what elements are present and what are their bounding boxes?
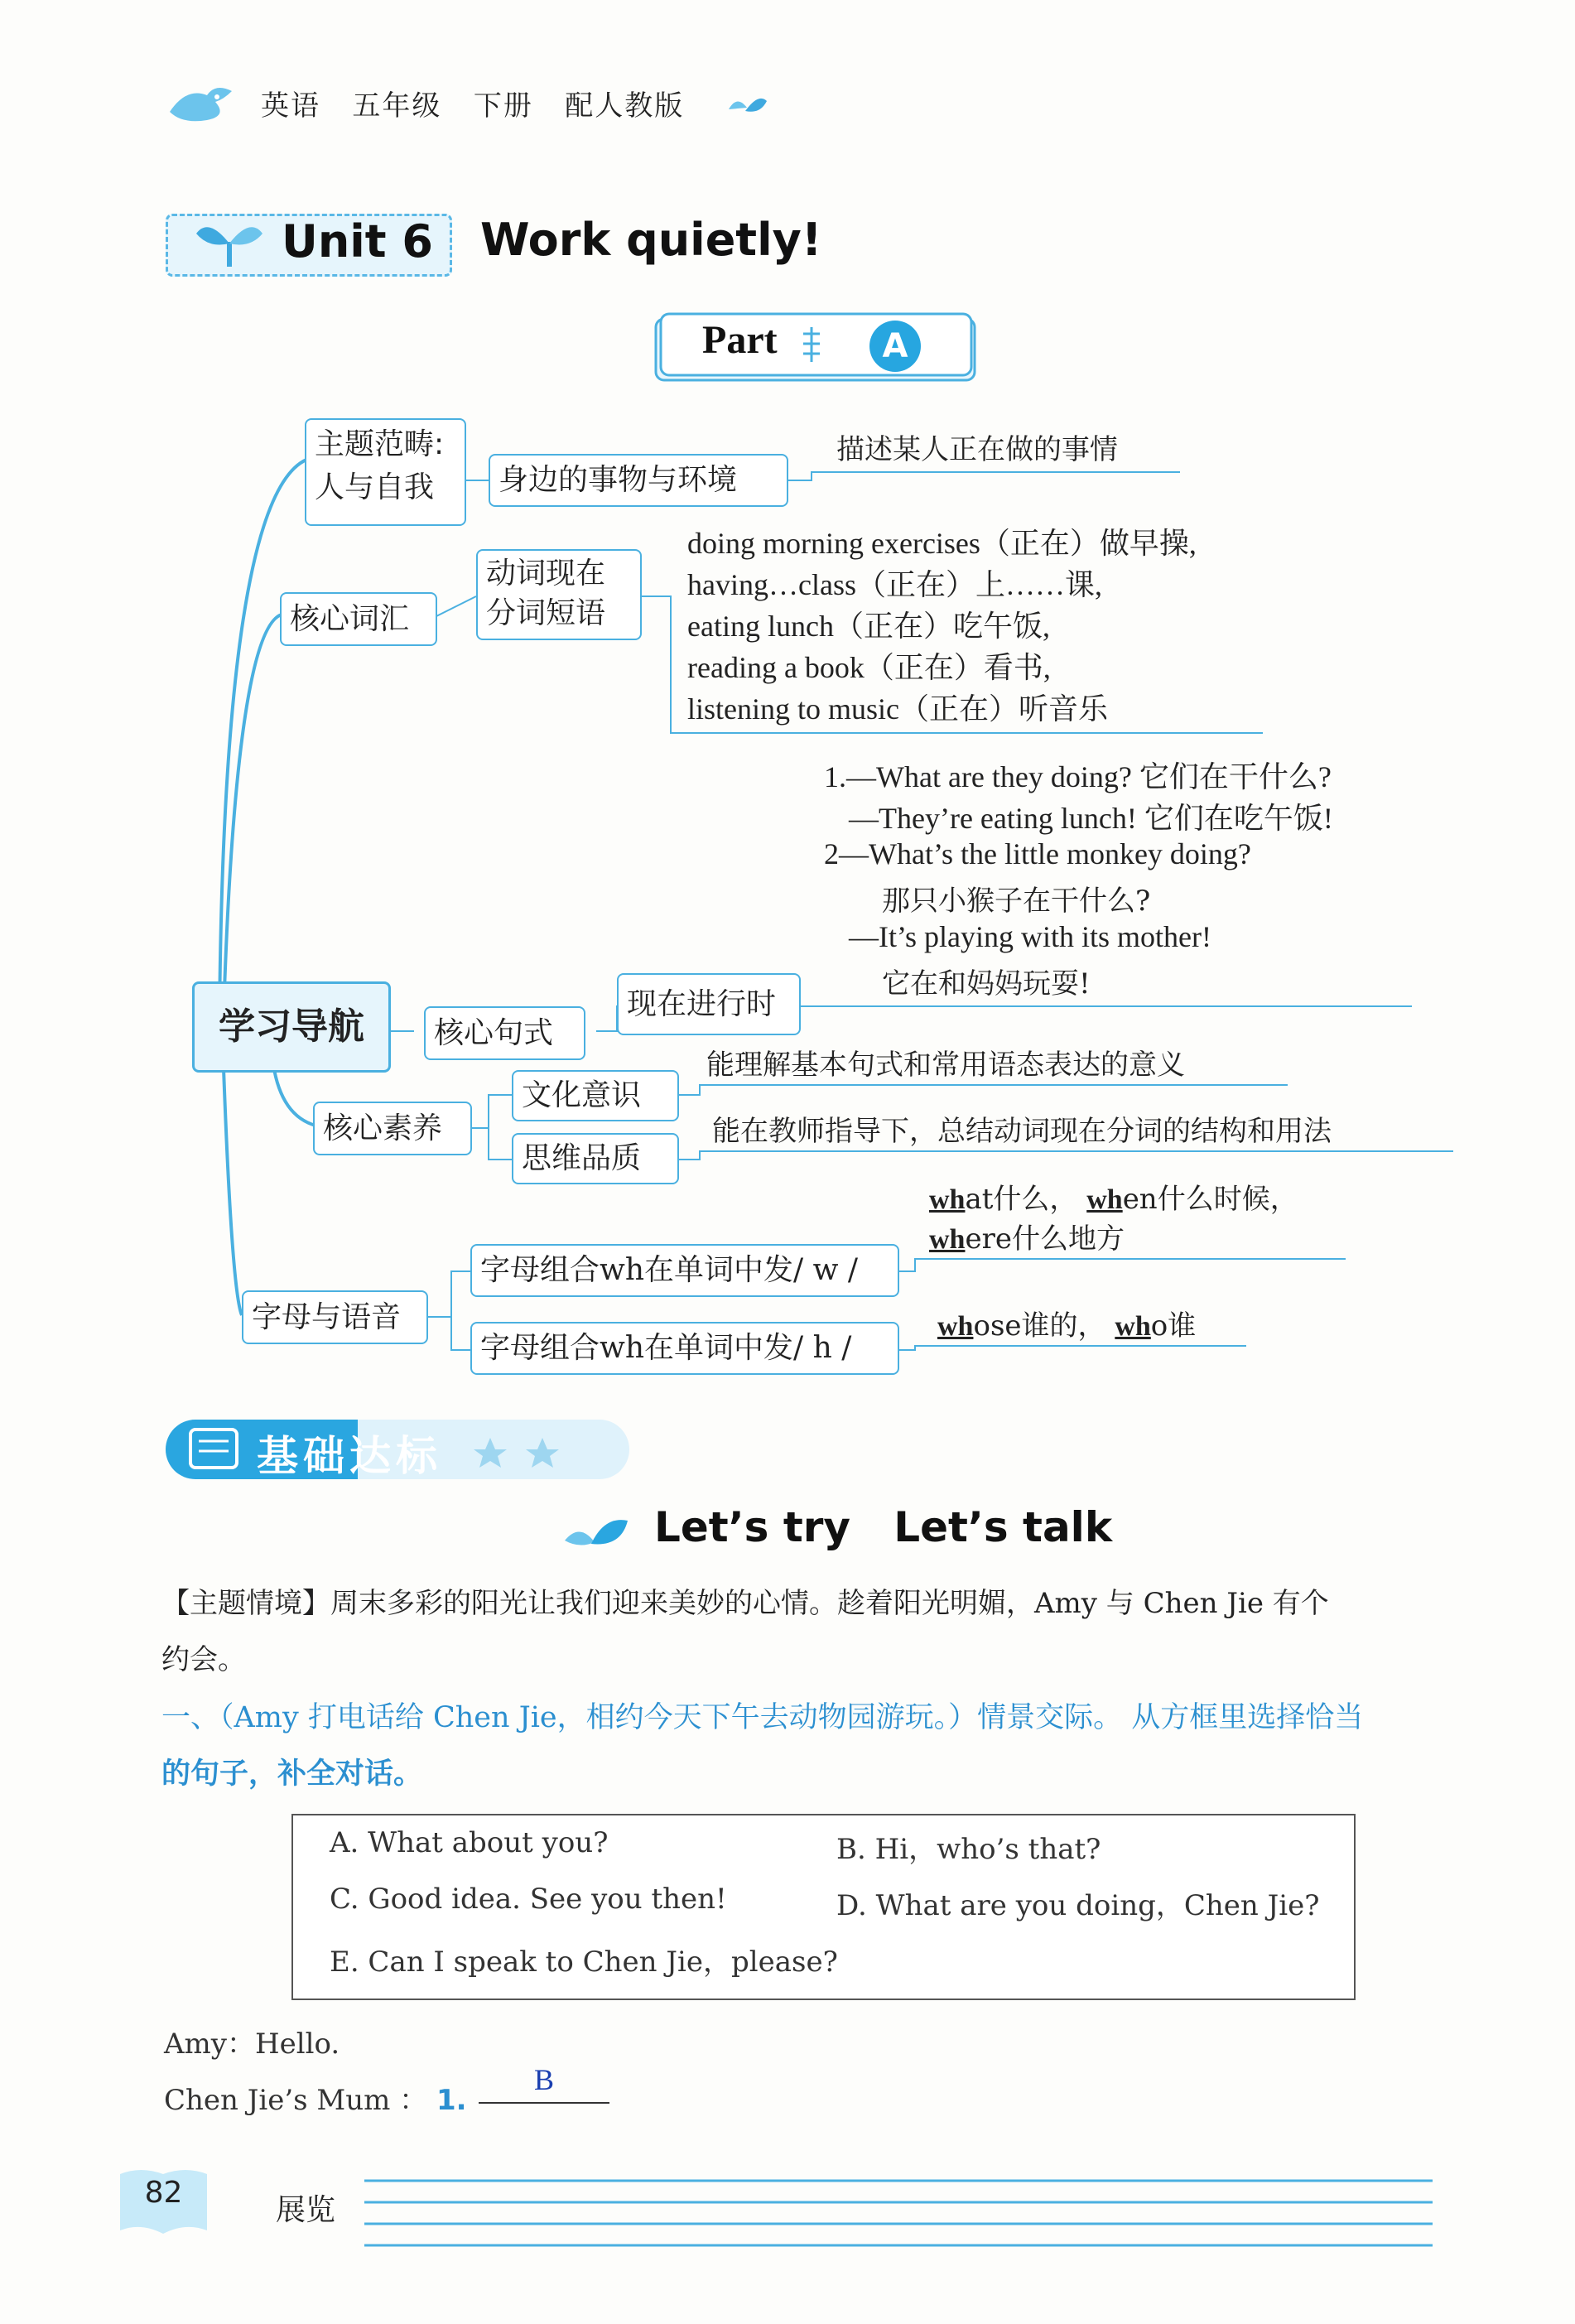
phonics-sub2-box: 字母组合wh在单词中发/ h / <box>470 1322 899 1375</box>
literacy-label-box: 核心素养 <box>313 1102 472 1155</box>
footer-lines <box>364 2174 1441 2249</box>
footer-label: 展览 <box>276 2193 336 2227</box>
context-tag: 【主题情境】 <box>161 1587 330 1620</box>
leaf-icon <box>563 1516 629 1553</box>
phonics-word-rest: o谁 <box>1150 1309 1197 1343</box>
option-e: E. Can I speak to Chen Jie，please? <box>330 1946 838 1979</box>
phonics-wh: wh <box>1086 1184 1123 1215</box>
phonics-wh: wh <box>929 1184 966 1215</box>
mindmap-root: 学习导航 <box>192 981 391 1073</box>
phonics-word-rest: at什么， <box>965 1183 1078 1216</box>
theme-sub-box: 身边的事物与环境 <box>489 454 788 507</box>
phonics-sub1-box: 字母组合wh在单词中发/ w / <box>470 1244 899 1297</box>
phonics-word-line <box>929 1176 1298 1217</box>
literacy-desc1: 能理解基本句式和常用语态表达的意义 <box>706 1049 1185 1082</box>
vocab-item: reading a book（正在）看书, <box>687 651 1051 684</box>
vocab-sub-box <box>476 549 642 640</box>
phonics-label-box: 字母与语音 <box>242 1290 428 1344</box>
theme-box <box>305 418 466 526</box>
dialogue-line-amy: Amy：Hello. <box>164 2027 340 2061</box>
sentence-line: 2—What’s the little monkey doing? <box>824 837 1251 870</box>
vocab-item: eating lunch（正在）吃午饭, <box>687 610 1050 643</box>
sentence-line: —They’re eating lunch! 它们在吃午饭! <box>849 802 1333 835</box>
answer-blank[interactable] <box>479 2062 609 2104</box>
speaker-label: Chen Jie’s Mum ： <box>164 2084 428 2117</box>
part-word: Part <box>702 318 778 362</box>
sentence-line: 那只小猴子在干什么? <box>882 885 1151 918</box>
sentences-label-box: 核心句式 <box>424 1006 585 1060</box>
vocab-item: listening to music（正在）听音乐 <box>687 692 1108 726</box>
phonics-word-rest: ose谁的， <box>973 1309 1106 1343</box>
answer-text: B <box>533 2063 554 2096</box>
unit-title: Work quietly! <box>480 214 822 266</box>
context-line1: 周末多彩的阳光让我们迎来美妙的心情。趁着阳光明媚，Amy 与 Chen Jie 有个 <box>330 1587 1329 1620</box>
phonics-word-rest: en什么时候， <box>1122 1183 1298 1216</box>
unit-label: Unit 6 <box>282 215 433 268</box>
phonics-word-rest: ere什么地方 <box>965 1222 1125 1256</box>
exercise-line2: 的句子，补全对话。 <box>161 1757 423 1791</box>
phonics-word-line <box>929 1216 1125 1256</box>
lesson-title: Let’s try Let’s talk <box>654 1503 1113 1551</box>
sentence-line: —It’s playing with its mother! <box>849 920 1211 953</box>
exercise-line1: 一、（Amy 打电话给 Chen Jie，相约今天下午去动物园游玩。）情景交际。 从方框里选择恰当 <box>161 1701 1364 1734</box>
option-b: B. Hi，who’s that? <box>836 1833 1101 1866</box>
option-c: C. Good idea. See you then! <box>330 1883 727 1916</box>
phonics-wh: wh <box>929 1224 966 1255</box>
vocab-sub-line2: 分词短语 <box>486 596 606 630</box>
vocab-item: doing morning exercises（正在）做早操, <box>687 527 1197 560</box>
sentence-line: 1.—What are they doing? 它们在干什么? <box>824 760 1332 793</box>
vocab-sub-line1: 动词现在 <box>486 557 606 591</box>
literacy-sub2-box: 思维品质 <box>512 1133 679 1184</box>
context-line2: 约会。 <box>161 1643 246 1676</box>
vocab-item: having…class（正在）上……课, <box>687 568 1102 601</box>
theme-label-line1: 主题范畴: <box>315 427 445 461</box>
context-paragraph <box>161 1575 1486 1688</box>
literacy-desc2: 能在教师指导下，总结动词现在分词的结构和用法 <box>712 1115 1332 1148</box>
phonics-wh: wh <box>937 1311 974 1342</box>
exercise-instructions <box>161 1690 1503 1802</box>
sentence-line: 它在和妈妈玩耍! <box>882 967 1091 1000</box>
phonics-word-line <box>937 1303 1196 1343</box>
page-number: 82 <box>144 2176 183 2210</box>
theme-desc: 描述某人正在做的事情 <box>836 433 1118 466</box>
part-letter-badge: A <box>869 321 921 372</box>
literacy-sub1-box: 文化意识 <box>512 1070 679 1121</box>
option-d: D. What are you doing，Chen Jie? <box>836 1889 1320 1922</box>
blank-number: 1. <box>436 2084 467 2117</box>
dialogue-line-mum <box>164 2077 467 2118</box>
section-title: 基础达标 <box>257 1432 442 1480</box>
vocab-label-box: 核心词汇 <box>280 592 437 646</box>
sentence-sub-box: 现在进行时 <box>617 973 801 1035</box>
option-a: A. What about you? <box>330 1826 609 1859</box>
theme-label-line2: 人与自我 <box>315 470 435 504</box>
header-breadcrumb: 英语 五年级 下册 配人教版 <box>261 89 685 123</box>
phonics-wh: wh <box>1115 1311 1151 1342</box>
